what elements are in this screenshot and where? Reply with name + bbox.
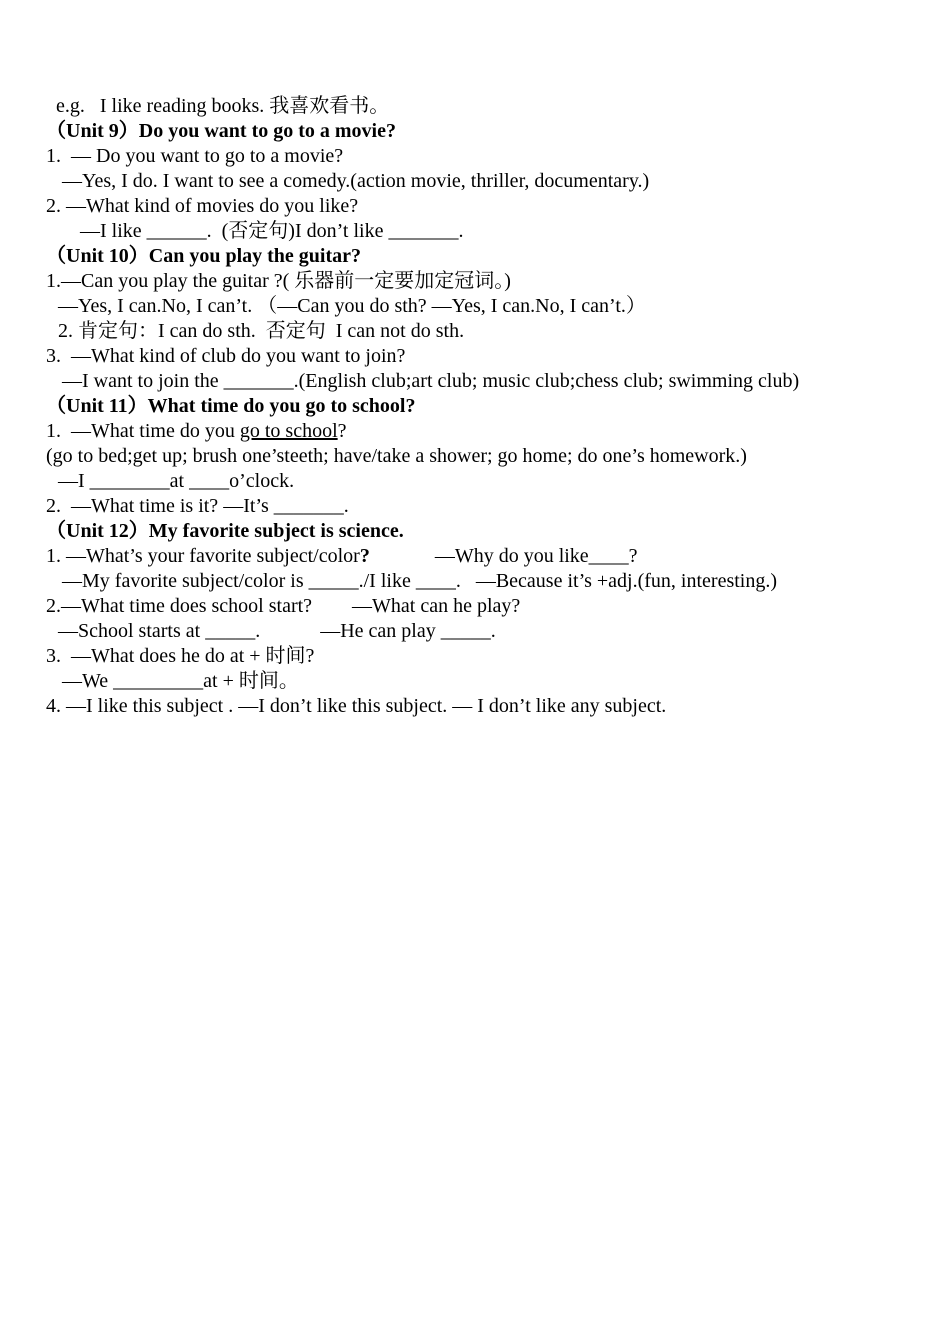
unit-11-item-1-answer: —I ________at ____o’clock. [58,470,295,492]
unit-12-item-1-question [46,544,638,568]
unit-12-item-3-question: 3. —What does he do at + 时间? [46,645,315,667]
unit-10-item-3-question: 3. —What kind of club do you want to join? [46,345,406,367]
unit-10-item-1-question: 1.—Can you play the guitar ?( 乐器前一定要加定冠词。) [46,270,511,292]
question-mark: ? [337,420,347,442]
unit-9-item-1-question: 1. — Do you want to go to a movie? [46,145,344,167]
unit-12-item-1-answer: —My favorite subject/color is _____./I like ____. —Because it’s +adj.(fun, interesting.) [62,570,778,592]
unit-9-heading: （Unit 9）Do you want to go to a movie? [46,120,396,142]
unit-12-item-3-answer: —We _________at + 时间。 [62,670,299,692]
unit-11-activity-list: (go to bed;get up; brush one’steeth; have/take a shower; go home; do one’s homework.) [46,445,747,467]
followup-question: —Why do you like____? [369,545,638,567]
unit-12-item-2-answer: —School starts at _____. —He can play _____. [58,620,496,642]
example-line: e.g. I like reading books. 我喜欢看书。 [56,95,390,117]
unit-10-heading: （Unit 10）Can you play the guitar? [46,245,362,267]
unit-10-item-2: 2. 肯定句：I can do sth. 否定句 I can not do sth. [58,320,465,342]
unit-11-item-1-question [46,419,347,443]
question-text: 1. —What time do you [46,420,240,442]
unit-11-item-2: 2. —What time is it? —It’s _______. [46,495,349,517]
unit-9-item-1-answer: —Yes, I do. I want to see a comedy.(action movie, thriller, documentary.) [62,170,650,192]
underlined-phrase: go to school [239,420,338,442]
unit-12-item-2-question: 2.—What time does school start? —What can he play? [46,595,521,617]
bold-question-mark: ? [359,545,370,567]
unit-12-item-4: 4. —I like this subject . —I don’t like this subject. — I don’t like any subject. [46,695,667,717]
unit-10-item-3-answer: —I want to join the _______.(English club;art club; music club;chess club; swimming club) [62,370,800,392]
unit-10-item-1-answer: —Yes, I can.No, I can’t. （—Can you do sth? —Yes, I can.No, I can’t.） [58,295,646,317]
question-text: 1. —What’s your favorite subject/color [46,545,360,567]
unit-9-item-2-answer: —I like ______. (否定句)I don’t like _______. [80,220,464,242]
unit-11-heading: （Unit 11）What time do you go to school? [46,395,416,417]
unit-9-item-2-question: 2. —What kind of movies do you like? [46,195,359,217]
unit-12-heading: （Unit 12）My favorite subject is science. [46,520,404,542]
